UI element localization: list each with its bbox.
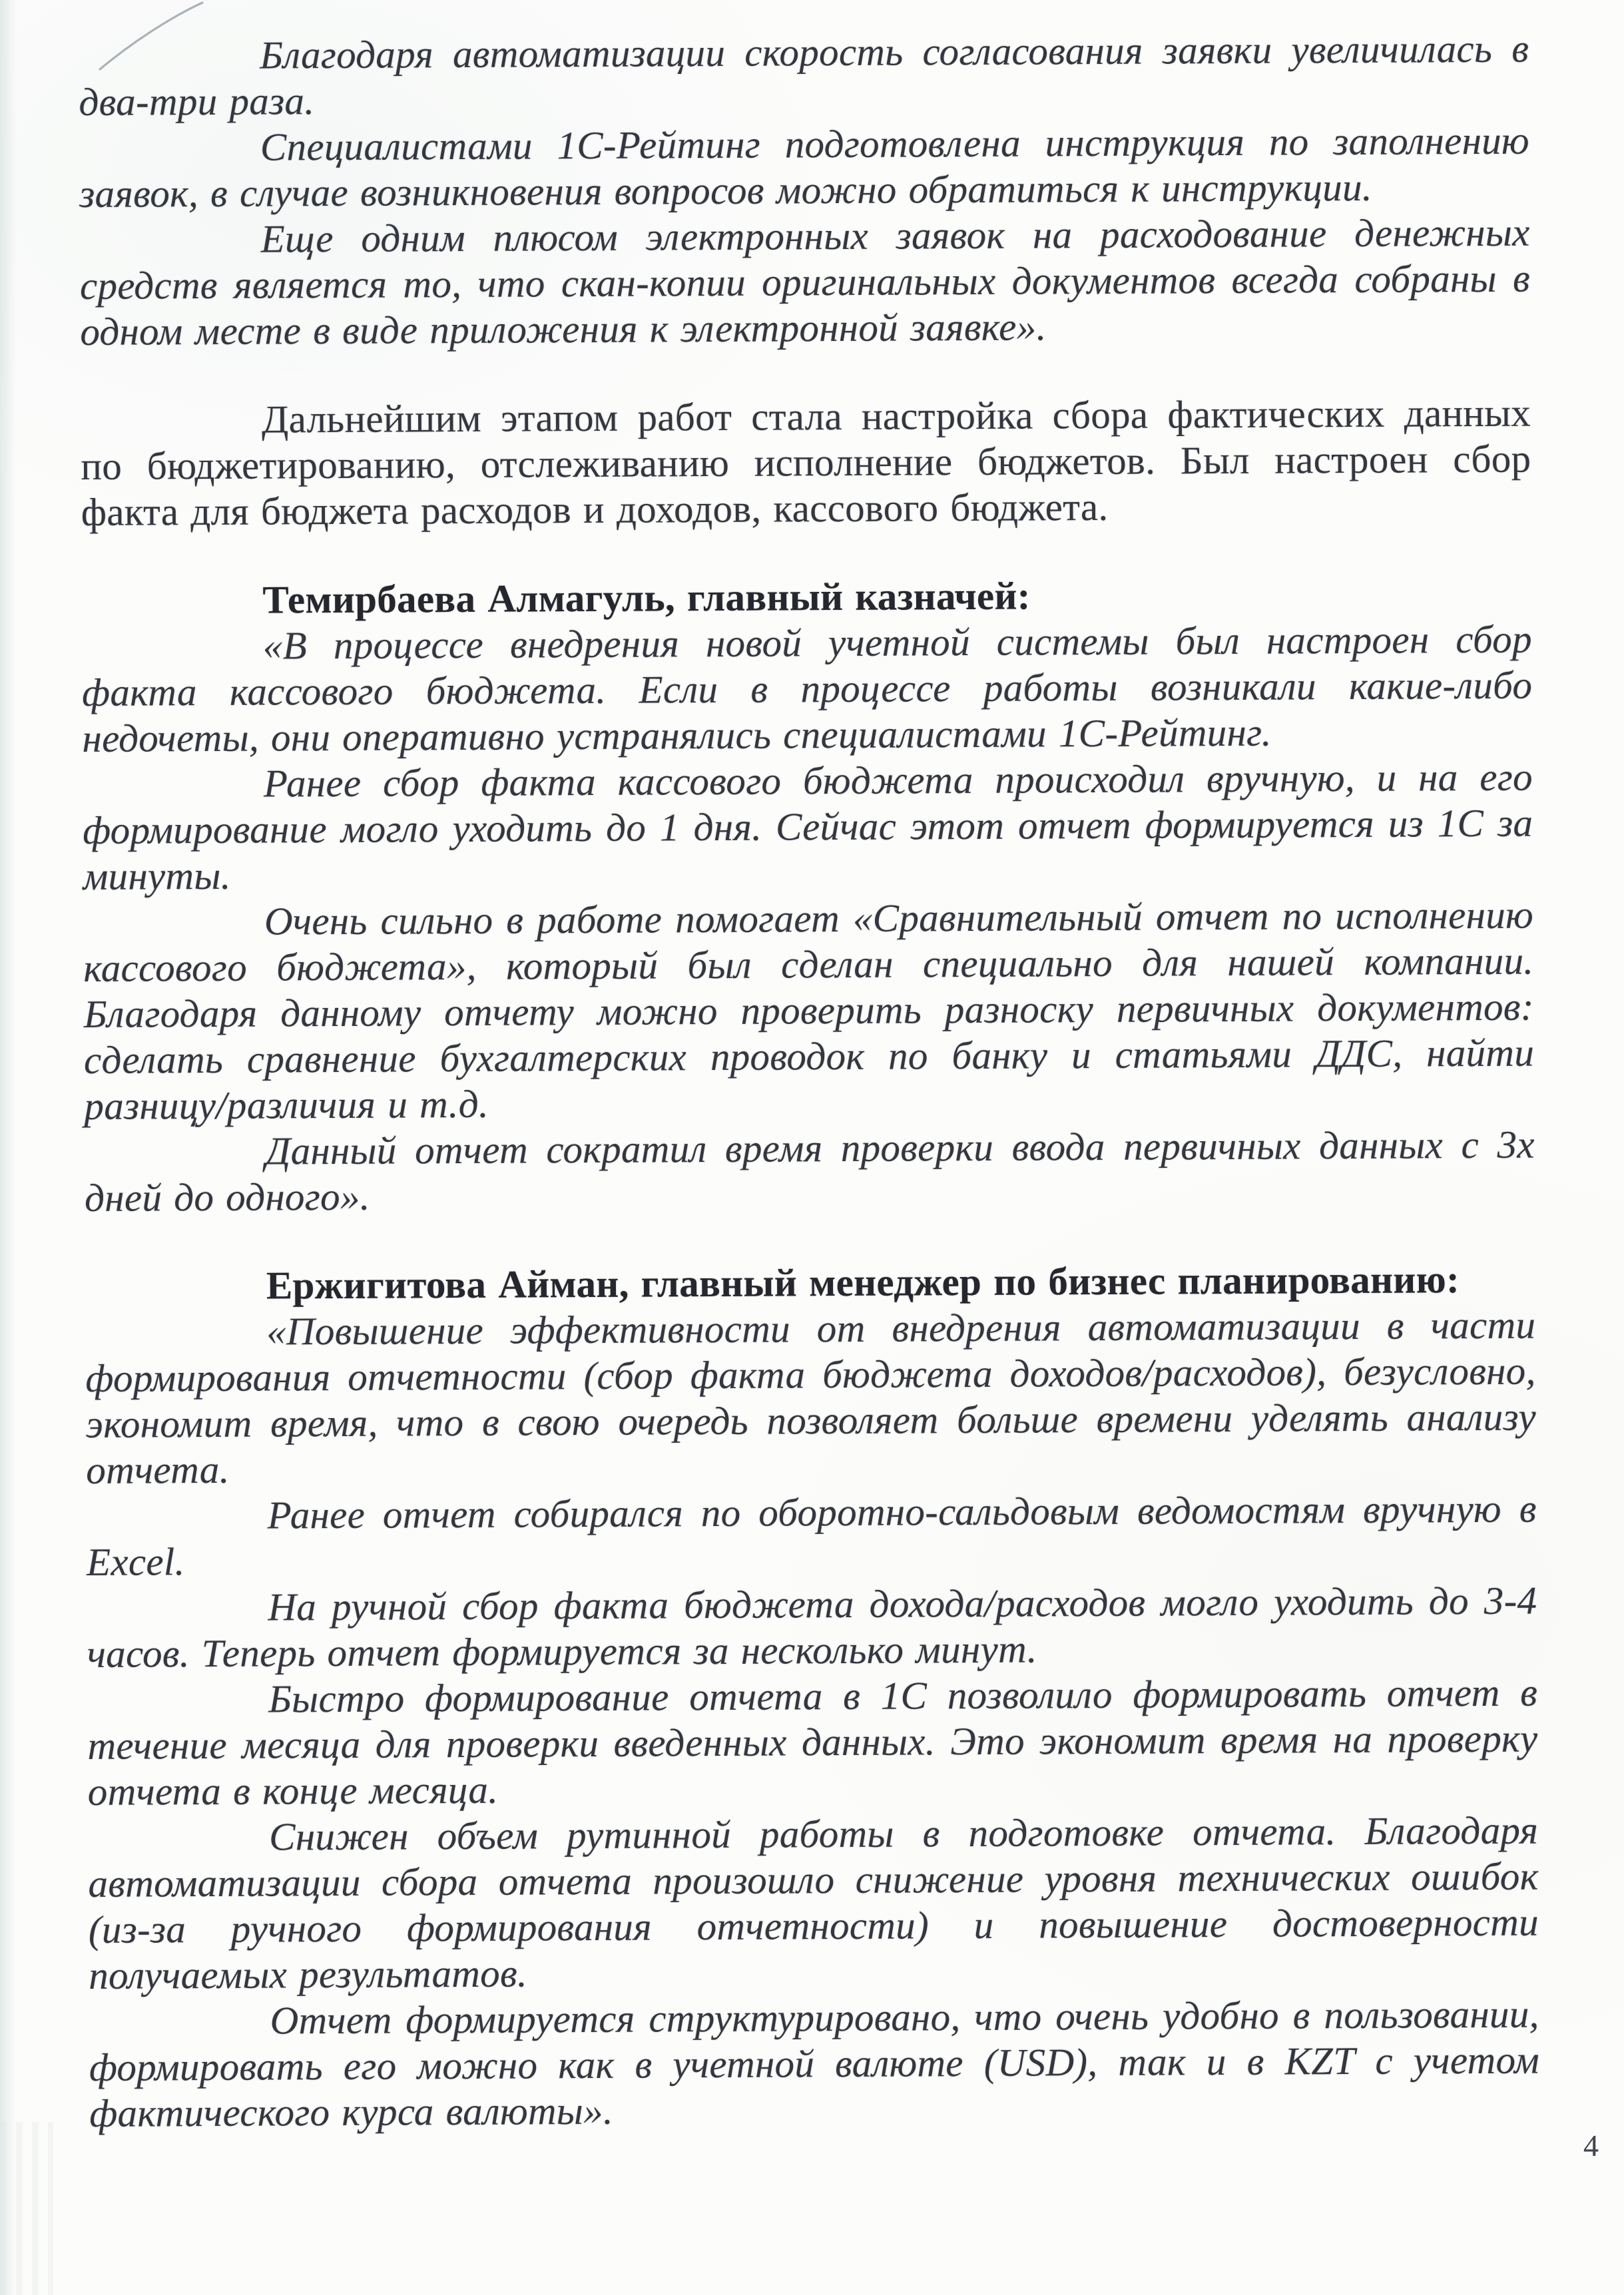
scan-left-edge-shadow	[0, 0, 16, 2295]
temirbaeva-quote-paragraph-4: Данный отчет сократил время проверки ввода первичных данных с 3х дней до одного».	[84, 1122, 1535, 1220]
intro-quote-paragraph-3: Еще одним плюсом электронных заявок на расходование денежных средств является то, что скан-копии оригинальных документов всегда собраны в одном месте в виде приложения к электронной заявке».	[79, 210, 1531, 354]
erzhigitova-quote-paragraph-2: Ранее отчет собирался по оборотно-сальдовым ведомостям вручную в Excel.	[86, 1486, 1537, 1584]
intro-quote-paragraph-1: Благодаря автоматизации скорость согласования заявки увеличилась в два-три раза.	[79, 26, 1529, 124]
temirbaeva-quote-paragraph-1: «В процессе внедрения новой учетной системы был настроен сбор факта кассового бюджета. Если в процессе работы возникали какие-либо недочеты, они оперативно устранялись специалистами 1С-Рейтинг.	[82, 617, 1533, 760]
document-text-block	[79, 26, 1540, 2137]
erzhigitova-quote-paragraph-1: «Повышение эффективности от внедрения автоматизации в части формирования отчетности (сбор факта бюджета доходов/расходов), безусловно, экономит время, что в свою очередь позволяет больше времени уделять анализу отчета.	[85, 1302, 1537, 1492]
erzhigitova-quote-paragraph-6: Отчет формируется структурировано, что очень удобно в пользовании, формировать его можно как в учетной валюте (USD), так и в KZT с учетом фактического курса валюты».	[89, 1991, 1540, 2135]
erzhigitova-quote-paragraph-5: Снижен объем рутинной работы в подготовке отчета. Благодаря автоматизации сбора отчета произошло снижение уровня технических ошибок (из-за ручного формирования отчетности) и повышение достоверности получаемых результатов.	[88, 1808, 1539, 1997]
temirbaeva-quote-paragraph-3: Очень сильно в работе помогает «Сравнительный отчет по исполнению кассового бюджета», который был сделан специально для нашей компании. Благодаря данному отчету можно проверить разноску первичных документов: сделать сравнение бухгалтерских проводок по банку и статьями ДДС, найти разницу/различия и т.д.	[83, 892, 1535, 1128]
page-number: 4	[1583, 2129, 1599, 2163]
speaker-heading-temirbaeva: Темирбаева Алмагуль, главный казначей:	[262, 573, 1031, 622]
erzhigitova-quote-paragraph-3: На ручной сбор факта бюджета дохода/расходов могло уходить до 3-4 часов. Теперь отчет формируется за несколько минут.	[87, 1578, 1537, 1676]
narrative-paragraph: Дальнейшим этапом работ стала настройка сбора фактических данных по бюджетированию, отслеживанию исполнение бюджетов. Был настроен сбор факта для бюджета расходов и доходов, кассового бюджета.	[81, 390, 1531, 534]
scan-bottom-left-streaks	[0, 2122, 53, 2295]
erzhigitova-quote-paragraph-4: Быстро формирование отчета в 1С позволило формировать отчет в течение месяца для проверки введенных данных. Это экономит время на проверку отчета в конце месяца.	[87, 1670, 1538, 1814]
speaker-heading-erzhigitova: Ержигитова Айман, главный менеджер по бизнес планированию:	[266, 1257, 1460, 1308]
temirbaeva-quote-paragraph-2: Ранее сбор факта кассового бюджета происходил вручную, и на его формирование могло уходить до 1 дня. Сейчас этот отчет формируется из 1С за минуты.	[83, 754, 1533, 898]
intro-quote-paragraph-2: Специалистами 1С-Рейтинг подготовлена инструкция по заполнению заявок, в случае возникновения вопросов можно обратиться к инструкции.	[79, 118, 1530, 216]
